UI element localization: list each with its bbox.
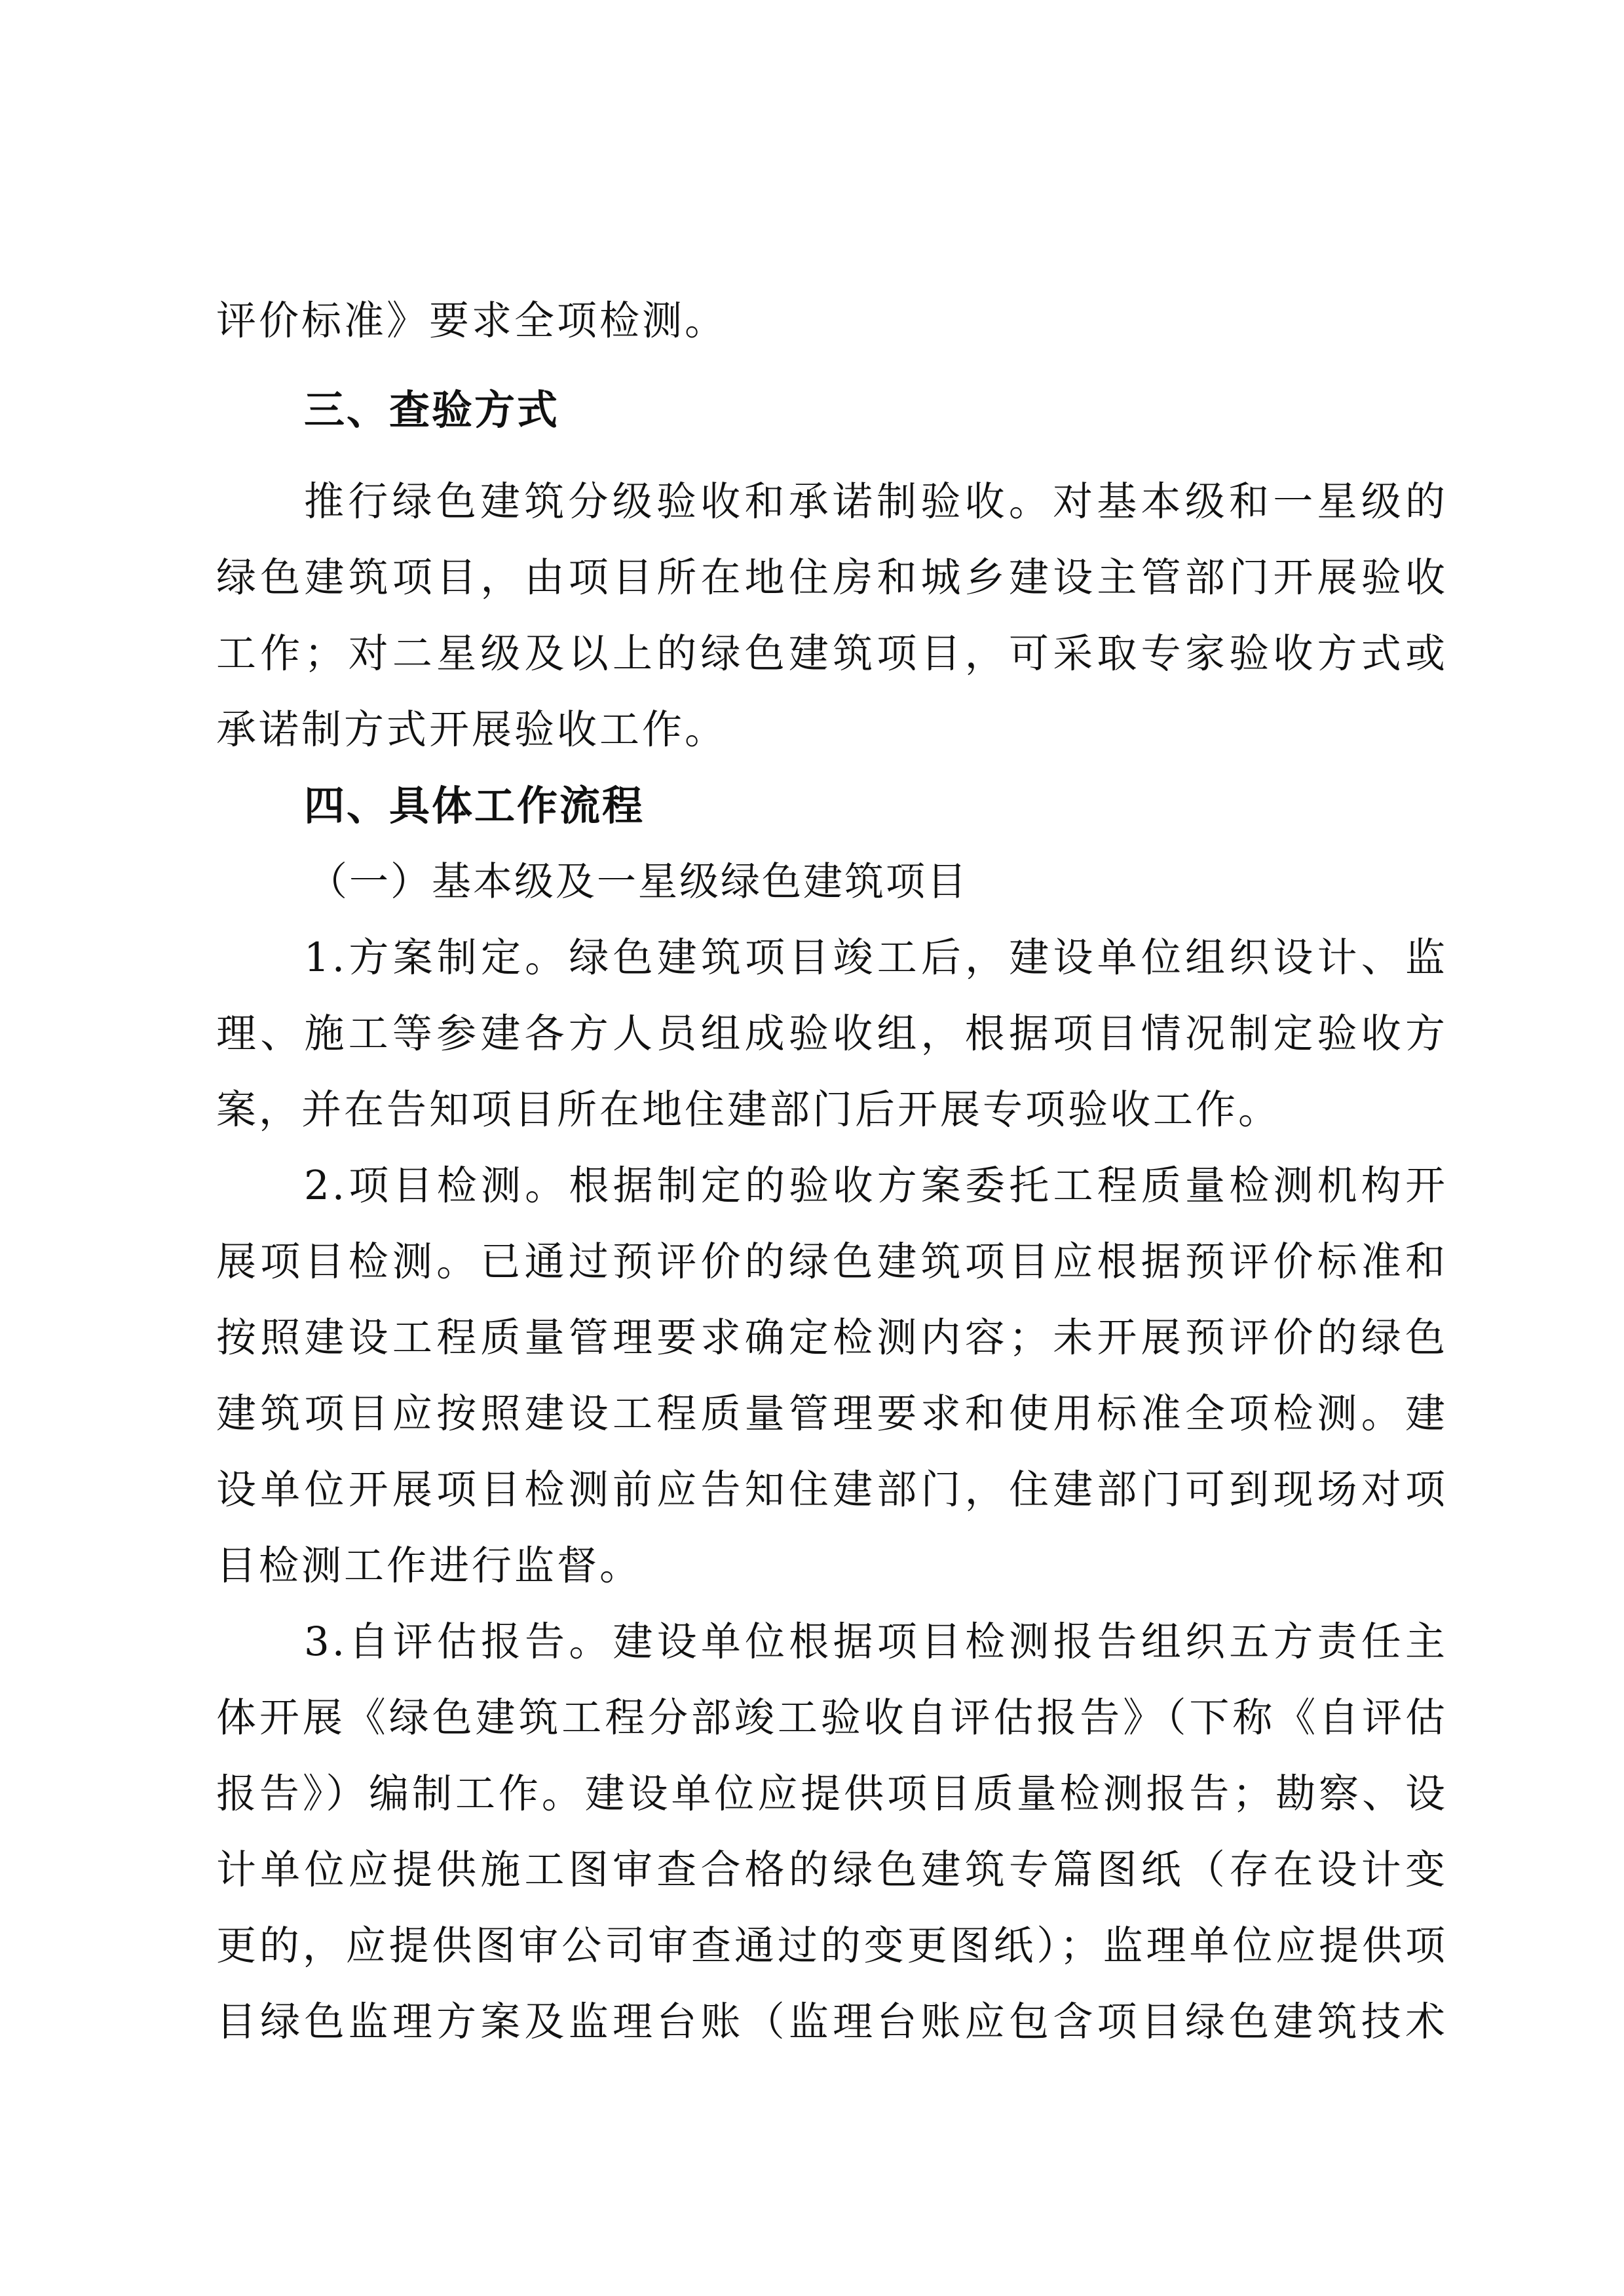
- body-text-line: 工作；对二星级及以上的绿色建筑项目，可采取专家验收方式或: [216, 630, 1448, 677]
- body-text-line: 展项目检测。已通过预评价的绿色建筑项目应根据预评价标准和: [216, 1238, 1448, 1285]
- body-text-line: 承诺制方式开展验收工作。: [216, 706, 728, 753]
- body-text-line: 推行绿色建筑分级验收和承诺制验收。对基本级和一星级的: [304, 478, 1448, 525]
- section-heading-inspection-method: 三、查验方式: [304, 386, 560, 434]
- section-heading-workflow: 四、具体工作流程: [304, 782, 645, 830]
- body-text-line: 案，并在告知项目所在地住建部门后开展专项验收工作。: [216, 1086, 1281, 1133]
- body-text-line: 设单位开展项目检测前应告知住建部门，住建部门可到现场对项: [216, 1466, 1448, 1513]
- body-text-line: 1.方案制定。绿色建筑项目竣工后，建设单位组织设计、监: [304, 934, 1448, 981]
- body-text-line: 理、施工等参建各方人员组成验收组，根据项目情况制定验收方: [216, 1010, 1448, 1057]
- body-text-line: 绿色建筑项目，由项目所在地住房和城乡建设主管部门开展验收: [216, 554, 1448, 601]
- body-text-line: 评价标准》要求全项检测。: [216, 297, 728, 344]
- body-text-line: 目检测工作进行监督。: [216, 1542, 643, 1589]
- body-text-line: 3.自评估报告。建设单位根据项目检测报告组织五方责任主: [304, 1618, 1448, 1665]
- body-text-line: 目绿色监理方案及监理台账（监理台账应包含项目绿色建筑技术: [216, 1999, 1448, 2045]
- body-text-line: 计单位应提供施工图审查合格的绿色建筑专篇图纸（存在设计变: [216, 1846, 1448, 1893]
- body-text-line: 更的，应提供图审公司审查通过的变更图纸）；监理单位应提供项: [216, 1923, 1448, 1969]
- body-text-line: 2.项目检测。根据制定的验收方案委托工程质量检测机构开: [304, 1162, 1448, 1209]
- body-text-line: 体开展《绿色建筑工程分部竣工验收自评估报告》（下称《自评估: [216, 1694, 1448, 1741]
- subsection-heading-basic-level: （一）基本级及一星级绿色建筑项目: [308, 859, 968, 905]
- body-text-line: 按照建设工程质量管理要求确定检测内容；未开展预评价的绿色: [216, 1314, 1448, 1361]
- body-text-line: 建筑项目应按照建设工程质量管理要求和使用标准全项检测。建: [216, 1390, 1448, 1437]
- body-text-line: 报告》）编制工作。建设单位应提供项目质量检测报告；勘察、设: [216, 1770, 1448, 1817]
